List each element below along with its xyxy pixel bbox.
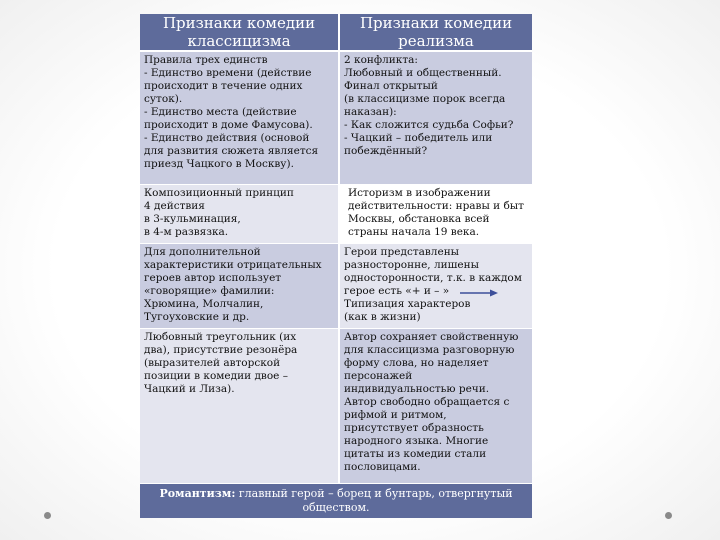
arrow-right-icon: [460, 288, 498, 298]
text-line: приезд Чацкого в Москву).: [144, 158, 294, 170]
text-line: - Единство места (действие: [144, 106, 297, 118]
row1-classicism-cell: [140, 52, 338, 184]
text-line: Любовный и общественный.: [344, 67, 502, 79]
comparison-table: [140, 14, 532, 518]
row1-realism-cell: [340, 52, 532, 184]
header-left-line-1: Признаки комедии: [162, 14, 316, 32]
text-line: 4 действия: [144, 200, 205, 212]
row3-classicism-cell: [140, 244, 338, 328]
text-line: Чацкий и Лиза).: [144, 383, 235, 395]
footer-label: Романтизм:: [159, 487, 236, 500]
text-line: рифмой и ритмом,: [344, 409, 447, 421]
text-line: односторонности, т.к. в каждом: [344, 272, 522, 284]
text-line: форму слова, но наделяет: [344, 357, 489, 369]
text-line: Композиционный принцип: [144, 187, 294, 199]
text-line: Герои представлены: [344, 246, 460, 258]
text-line: - Единство времени (действие: [144, 67, 312, 79]
text-line: Любовный треугольник (их: [144, 331, 297, 343]
text-line: Москвы, обстановка всей: [348, 213, 490, 225]
text-line: Правила трех единств: [144, 54, 268, 66]
text-line: суток).: [144, 93, 183, 105]
text-line: Тугоуховские и др.: [144, 311, 250, 323]
header-left-line-2: классицизма: [187, 32, 291, 50]
text-line: Автор свободно обращается с: [344, 396, 510, 408]
text-line: для классицизма разговорную: [344, 344, 515, 356]
text-line: позиции в комедии двое –: [144, 370, 288, 382]
text-line: Финал открытый: [344, 80, 438, 92]
text-line: (выразителей авторской: [144, 357, 281, 369]
text-line: Типизация характеров: [344, 298, 471, 310]
row2-realism-cell: [340, 185, 532, 243]
text-line: разносторонне, лишены: [344, 259, 479, 271]
text-line: в 3-кульминация,: [144, 213, 241, 225]
row4-realism-cell: [340, 329, 532, 483]
text-line: - Как сложится судьба Софьи?: [344, 119, 514, 131]
text-line: Историзм в изображении: [348, 187, 491, 199]
text-line: действительности: нравы и быт: [348, 200, 524, 212]
header-classicism: [140, 14, 338, 50]
text-line: характеристики отрицательных: [144, 259, 322, 271]
text-line: народного языка. Многие: [344, 435, 489, 447]
text-line: в 4-м развязка.: [144, 226, 229, 238]
row4-classicism-cell: [140, 329, 338, 483]
row2-classicism-cell: [140, 185, 338, 243]
text-line: 2 конфликта:: [344, 54, 418, 66]
row3-realism-cell: [340, 244, 532, 328]
header-right-line-2: реализма: [398, 32, 474, 50]
text-line: индивидуальностью речи.: [344, 383, 490, 395]
text-line: присутствует образность: [344, 422, 484, 434]
footer-text-line-1: главный герой – борец и бунтарь, отвергнутый: [235, 487, 513, 500]
text-line: два), присутствие резонёра: [144, 344, 298, 356]
text-line: - Единство действия (основой: [144, 132, 310, 144]
text-line: Автор сохраняет свойственную: [344, 331, 519, 343]
text-line: наказан):: [344, 106, 397, 118]
text-line: - Чацкий – победитель или: [344, 132, 493, 144]
text-line: происходит в доме Фамусова).: [144, 119, 313, 131]
text-line: побеждённый?: [344, 145, 428, 157]
text-line: «говорящие» фамилии:: [144, 285, 275, 297]
bullet-dot-left: [44, 512, 51, 519]
bullet-dot-right: [665, 512, 672, 519]
text-line: Для дополнительной: [144, 246, 261, 258]
header-right-line-1: Признаки комедии: [359, 14, 513, 32]
text-line: происходит в течение одних: [144, 80, 303, 92]
text-line: (в классицизме порок всегда: [344, 93, 506, 105]
text-line: страны начала 19 века.: [348, 226, 480, 238]
text-line: цитаты из комедии стали: [344, 448, 487, 460]
text-line: персонажей: [344, 370, 413, 382]
text-line: героев автор использует: [144, 272, 282, 284]
text-line: Хрюмина, Молчалин,: [144, 298, 264, 310]
text-line: (как в жизни): [344, 311, 421, 323]
header-realism: [340, 14, 532, 50]
text-line: герое есть «+ и – »: [344, 285, 450, 297]
text-line: пословицами.: [344, 461, 421, 473]
footer-text-line-2: обществом.: [302, 501, 370, 514]
romanticism-footer: [140, 484, 532, 518]
text-line: для развития сюжета является: [144, 145, 319, 157]
